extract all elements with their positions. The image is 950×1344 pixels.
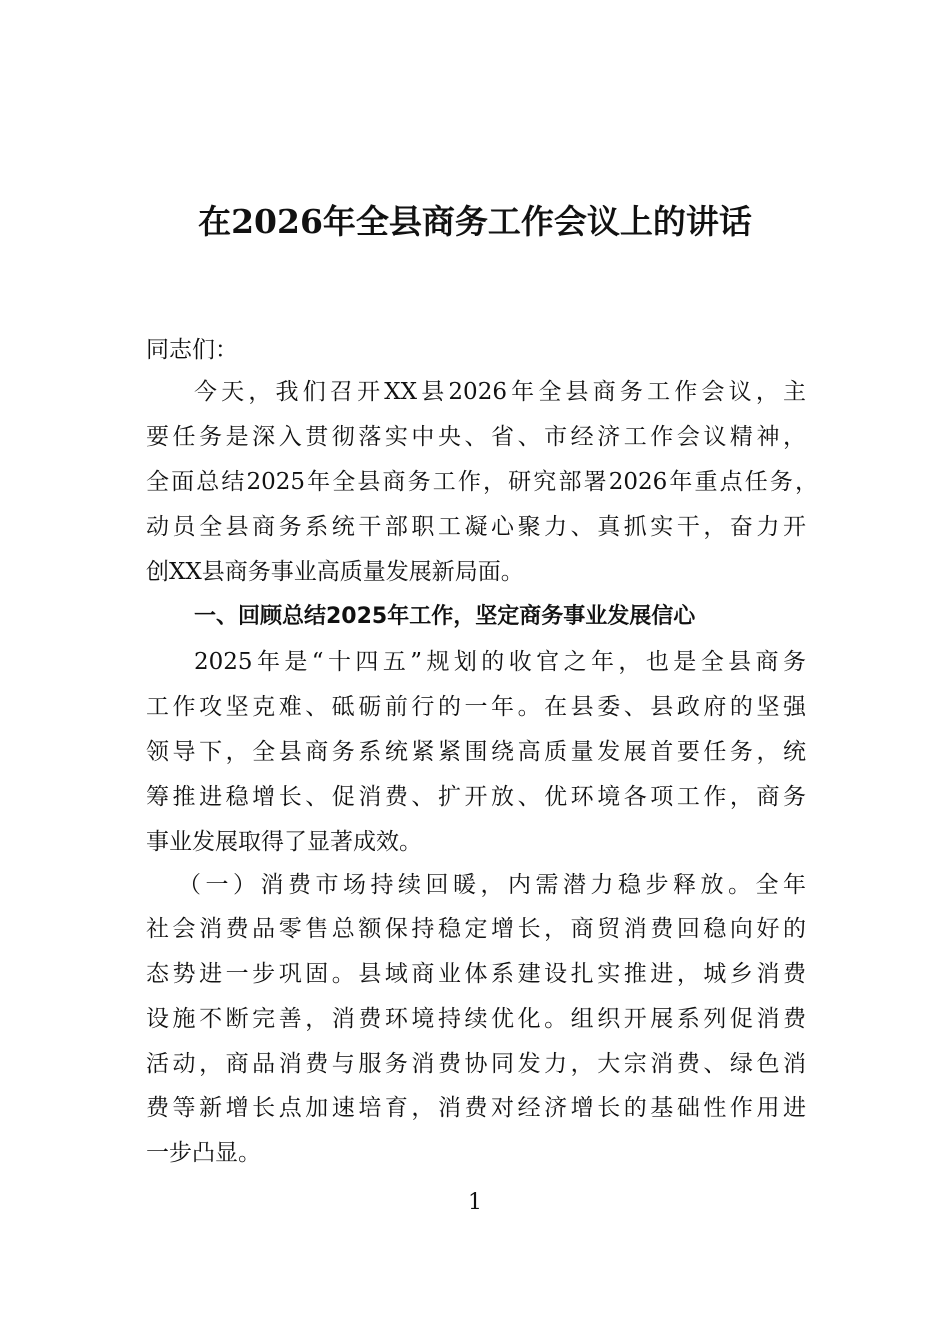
paragraph-line: 工作攻坚克难、砥砺前行的一年。在县委、县政府的坚强: [146, 694, 806, 720]
paragraph-line: 态势进一步巩固。县域商业体系建设扎实推进，城乡消费: [146, 961, 806, 987]
page-number: 1: [468, 1190, 482, 1215]
document-title: 在2026年全县商务工作会议上的讲话: [198, 202, 752, 241]
paragraph-line: 全面总结2025年全县商务工作，研究部署2026年重点任务，: [146, 469, 818, 495]
paragraph-line: 费等新增长点加速培育，消费对经济增长的基础性作用进: [146, 1095, 806, 1121]
section-heading: 一、回顾总结2025年工作，坚定商务事业发展信心: [194, 604, 696, 629]
paragraph-line: 领导下，全县商务系统紧紧围绕高质量发展首要任务，统: [146, 739, 806, 765]
paragraph-line: 要任务是深入贯彻落实中央、省、市经济工作会议精神，: [146, 424, 806, 450]
paragraph-line: 事业发展取得了显著成效。: [146, 829, 422, 855]
paragraph-line: （一）消费市场持续回暖，内需潜力稳步释放。全年: [178, 872, 806, 898]
salutation: 同志们：: [146, 337, 238, 363]
paragraph-line: 一步凸显。: [146, 1140, 261, 1166]
paragraph-line: 动员全县商务系统干部职工凝心聚力、真抓实干，奋力开: [146, 514, 806, 540]
paragraph-line: 活动，商品消费与服务消费协同发力，大宗消费、绿色消: [146, 1051, 806, 1077]
paragraph-line: 设施不断完善，消费环境持续优化。组织开展系列促消费: [146, 1006, 806, 1032]
paragraph-line: 筹推进稳增长、促消费、扩开放、优环境各项工作，商务: [146, 784, 806, 810]
paragraph-line: 今天，我们召开XX县2026年全县商务工作会议，主: [194, 379, 806, 405]
paragraph-line: 社会消费品零售总额保持稳定增长，商贸消费回稳向好的: [146, 916, 806, 942]
paragraph-line: 创XX县商务事业高质量发展新局面。: [146, 559, 524, 585]
paragraph-line: 2025年是“十四五”规划的收官之年，也是全县商务: [194, 649, 806, 675]
